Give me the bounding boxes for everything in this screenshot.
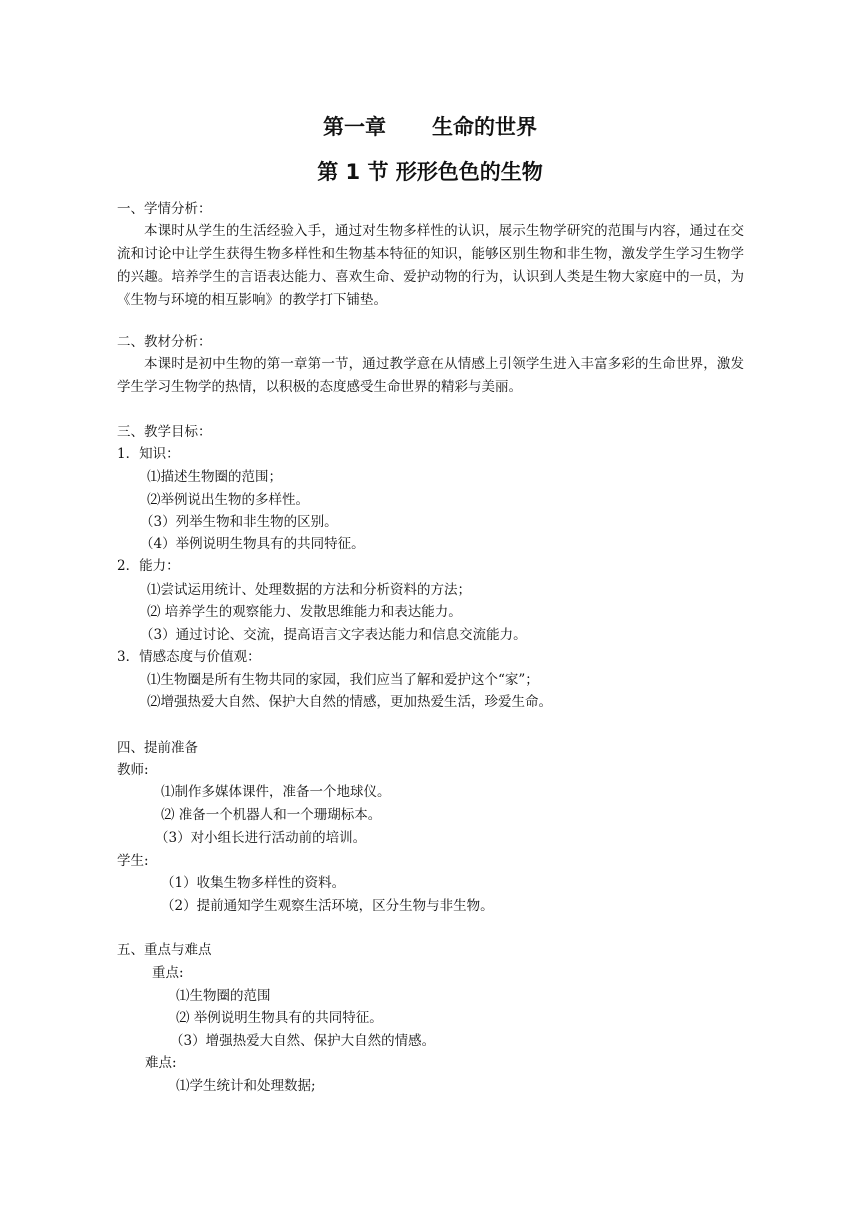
emotion-item: ⑴生物圈是所有生物共同的家园，我们应当了解和爱护这个“家”；: [147, 672, 539, 688]
knowledge-item: （4）举例说明生物具有的共同特征。: [140, 536, 365, 552]
section-title: 第 1 节 形形色色的生物: [317, 160, 543, 184]
chapter-title: [0, 112, 860, 142]
key-point-item: （3）增强热爱大自然、保护大自然的情感。: [170, 1033, 436, 1049]
heading-key-difficult: 五、重点与难点: [117, 942, 212, 958]
material-analysis-paragraph: 本课时是初中生物的第一章第一节，通过教学意在从情感上引领学生进入丰富多彩的生命世界，激发学生学习生物学的热情，以积极的态度感受生命世界的精彩与美丽。: [117, 356, 744, 395]
student-label: 学生:: [117, 853, 149, 869]
heading-teaching-goals: 三、教学目标：: [117, 424, 212, 440]
heading-preparation: 四、提前准备: [117, 740, 198, 756]
key-points-label: 重点:: [152, 965, 184, 981]
learning-analysis-paragraph: 本课时从学生的生活经验入手，通过对生物多样性的认识，展示生物学研究的范围与内容，通过在交流和讨论中让学生获得生物多样性和生物基本特征的知识，能够区别生物和非生物，激发学生学习生物学的兴趣。培养学生的言语表达能力、喜欢生命、爱护动物的行为，认识到人类是生物大家庭中的一员，为《生物与环境的相互影响》的教学打下铺垫。: [117, 223, 744, 308]
difficult-points-label: 难点:: [145, 1055, 177, 1071]
teacher-item: ⑵ 准备一个机器人和一个珊瑚标本。: [161, 807, 382, 823]
emotion-item: ⑵增强热爱大自然、保护大自然的情感，更加热爱生活，珍爱生命。: [147, 694, 552, 710]
key-point-item: ⑴生物圈的范围: [176, 988, 271, 1004]
student-item: （2）提前通知学生观察生活环境，区分生物与非生物。: [161, 898, 494, 914]
student-item: （1）收集生物多样性的资料。: [161, 875, 346, 891]
knowledge-item: （3）列举生物和非生物的区别。: [140, 514, 338, 530]
key-point-item: ⑵ 举例说明生物具有的共同特征。: [176, 1010, 383, 1026]
ability-item: ⑵ 培养学生的观察能力、发散思维能力和表达能力。: [147, 604, 462, 620]
goal-knowledge-label: 1．知识：: [117, 446, 180, 462]
goal-ability-label: 2．能力：: [117, 558, 180, 574]
knowledge-item: ⑴描述生物圈的范围；: [147, 469, 282, 485]
chapter-number: 第一章: [323, 115, 386, 139]
ability-item: ⑴尝试运用统计、处理数据的方法和分析资料的方法；: [147, 582, 471, 598]
knowledge-item: ⑵举例说出生物的多样性。: [147, 492, 309, 508]
difficult-point-item: ⑴学生统计和处理数据;: [176, 1078, 316, 1094]
heading-material-analysis: 二、教材分析：: [117, 334, 212, 350]
teacher-label: 教师:: [117, 762, 149, 778]
heading-learning-analysis: 一、学情分析：: [117, 201, 212, 217]
teacher-item: （3）对小组长进行活动前的培训。: [155, 830, 367, 846]
teacher-item: ⑴制作多媒体课件，准备一个地球仪。: [161, 784, 391, 800]
goal-emotion-label: 3．情感态度与价值观：: [117, 649, 261, 665]
chapter-name: 生命的世界: [432, 115, 537, 139]
ability-item: （3）通过讨论、交流，提高语言文字表达能力和信息交流能力。: [140, 627, 527, 643]
